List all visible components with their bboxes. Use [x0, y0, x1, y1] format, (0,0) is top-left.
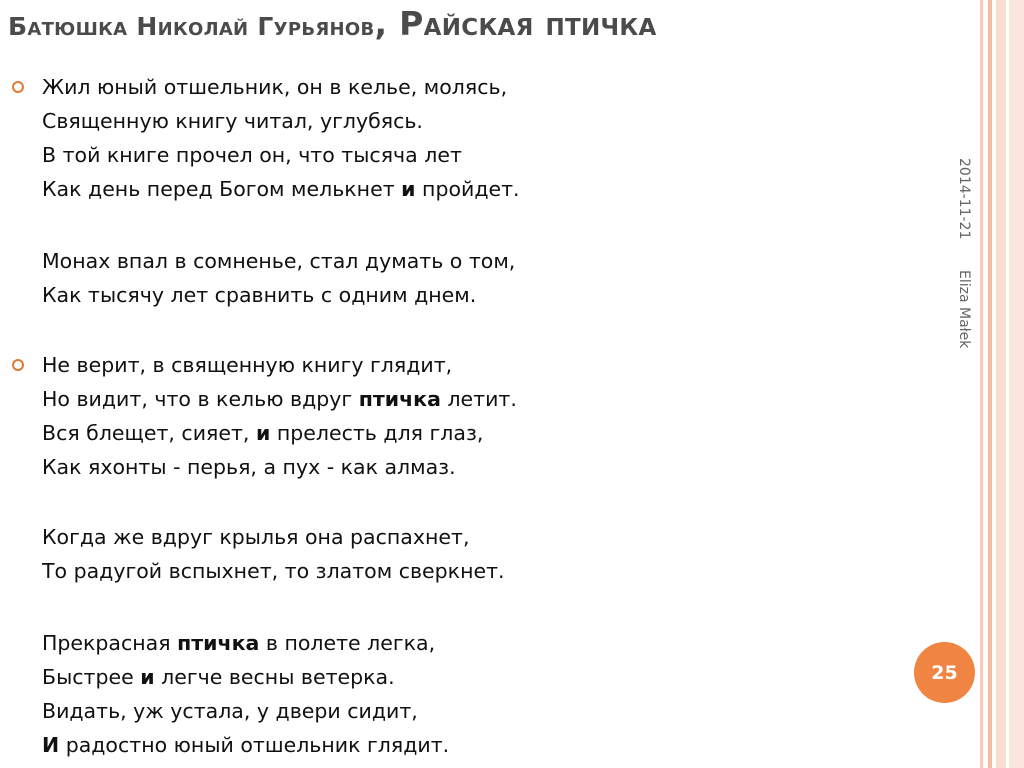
- stripe: [980, 0, 983, 768]
- poem-line: То радугой вспыхнет, то златом сверкнет.: [42, 559, 505, 583]
- slide-author: Eliza Małek: [956, 270, 972, 349]
- line-bold: птичка: [177, 631, 260, 655]
- line-part: прелесть для глаз,: [270, 421, 484, 445]
- line-part: легче весны ветерка.: [154, 665, 395, 689]
- poem-line: Как тысячу лет сравнить с одним днем.: [42, 283, 477, 307]
- bullet-icon: [12, 359, 24, 371]
- poem-line: [42, 416, 892, 450]
- poem-line: [42, 728, 892, 762]
- slide-title: [8, 4, 908, 44]
- stanza-3: [12, 348, 892, 484]
- poem-line: Монах впал в сомненье, стал думать о том,: [42, 249, 516, 273]
- poem-line: Жил юный отшельник, он в келье, молясь,: [42, 75, 508, 99]
- poem-line: [42, 660, 892, 694]
- stanza-5: [12, 626, 892, 762]
- line-part: Но видит, что в келью вдруг: [42, 387, 359, 411]
- line-bold: и: [140, 665, 155, 689]
- title-main: , Райская птичка: [374, 4, 657, 43]
- slide-date: 2014-11-21: [956, 158, 972, 240]
- poem-content: [12, 70, 892, 762]
- bullet-icon: [12, 81, 24, 93]
- line-bold: и: [401, 177, 416, 201]
- stripe: [1009, 0, 1024, 768]
- line-bold: птичка: [358, 387, 441, 411]
- poem-line: Видать, уж устала, у двери сидит,: [42, 699, 418, 723]
- stripe: [996, 0, 1006, 768]
- stripe: [988, 0, 992, 768]
- poem-line: [42, 172, 892, 206]
- stanza-1: [12, 70, 892, 206]
- line-part: пройдет.: [415, 177, 520, 201]
- line-part: Прекрасная: [42, 631, 178, 655]
- title-prefix: Батюшка Николай Гурьянов: [8, 12, 375, 41]
- line-part: радостно юный отшельник глядит.: [59, 733, 450, 757]
- stanza-4: [12, 520, 892, 588]
- decorative-stripes: [980, 0, 1024, 768]
- line-part: летит.: [440, 387, 517, 411]
- stanza-2: [12, 244, 892, 312]
- line-bold: И: [42, 733, 60, 757]
- poem-line: Как яхонты - перья, а пух - как алмаз.: [42, 455, 456, 479]
- poem-line: В той книге прочел он, что тысяча лет: [42, 143, 462, 167]
- line-bold: и: [255, 421, 271, 445]
- poem-line: Не верит, в священную книгу глядит,: [42, 353, 453, 377]
- poem-line: [42, 626, 892, 660]
- page-number-badge: 25: [914, 642, 975, 703]
- poem-line: Когда же вдруг крылья она распахнет,: [42, 525, 470, 549]
- poem-line: [42, 382, 892, 416]
- line-part: в полете легка,: [259, 631, 436, 655]
- line-part: Вся блещет, сияет,: [42, 421, 256, 445]
- line-part: Быстрее: [42, 665, 141, 689]
- poem-line: Священную книгу читал, углубясь.: [42, 109, 423, 133]
- line-part: Как день перед Богом мелькнет: [42, 177, 402, 201]
